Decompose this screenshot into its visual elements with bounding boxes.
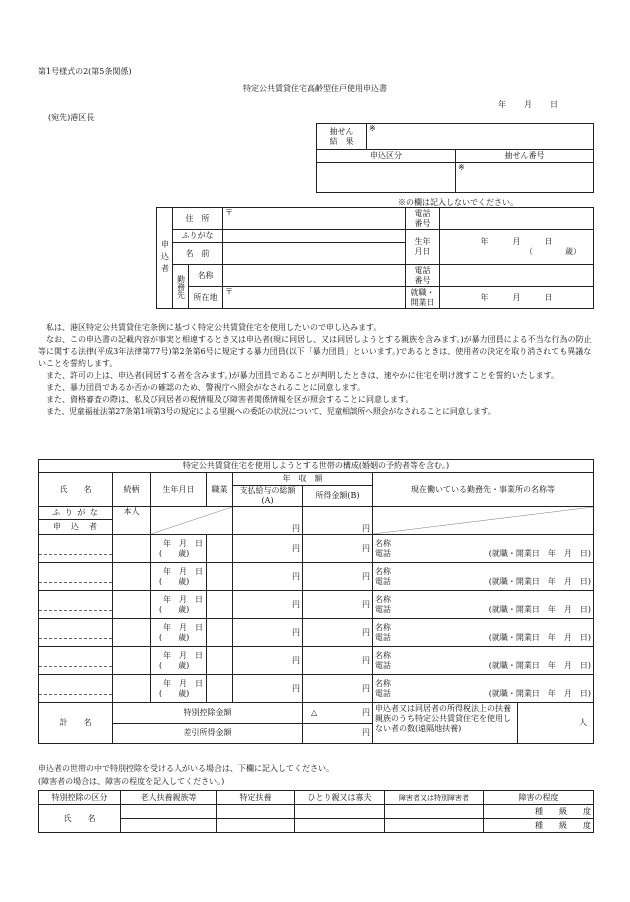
- member-relation[interactable]: [113, 647, 151, 675]
- member-birth-age: ( 歳): [159, 688, 190, 698]
- member-birth[interactable]: [151, 647, 207, 675]
- birth-age: （ 歳）: [525, 247, 581, 256]
- member-income[interactable]: 円: [303, 563, 373, 591]
- paragraph: また、暴力団員であるか否かの確認のため、警視庁へ照会がなされることに同意します。: [46, 383, 366, 392]
- workplace-label: 勤務先: [173, 265, 189, 309]
- date-line: [498, 99, 558, 110]
- degree-field[interactable]: 種 級 度: [484, 819, 594, 833]
- member-relation[interactable]: [113, 591, 151, 619]
- paragraph: また、許可の上は、申込者(同居する者を含みます。)が暴力団員であることが判明したときは、速やかに住宅を明け渡すことを誓約いたします。: [46, 371, 559, 380]
- specific-field[interactable]: [217, 805, 295, 819]
- net-income-field[interactable]: 円: [303, 723, 373, 744]
- member-furigana-field[interactable]: [39, 683, 112, 695]
- relation-self: 本人: [113, 507, 151, 535]
- member-income[interactable]: 円: [303, 591, 373, 619]
- member-job[interactable]: [207, 647, 233, 675]
- col-birth: 生年月日: [151, 473, 207, 507]
- household-table: [38, 459, 594, 744]
- lottery-no-field[interactable]: [456, 163, 594, 193]
- member-birth-age: ( 歳): [159, 604, 190, 614]
- member-wp-name: 名称: [375, 538, 391, 548]
- member-row: [39, 563, 594, 591]
- col-job: 職業: [207, 473, 233, 507]
- footer-note-1: 申込者の世帯の中で特別控除を受ける人がいる場合は、下欄に記入してください。: [38, 764, 334, 773]
- col-salary: 支払給与の総額 (A): [233, 486, 303, 507]
- col-single: ひとり親又は寡夫: [295, 791, 385, 805]
- member-income[interactable]: 円: [303, 619, 373, 647]
- special-deduction-label: 特別控除金額: [113, 703, 303, 724]
- declaration-text: [38, 322, 594, 418]
- wp-address-field[interactable]: [223, 287, 406, 309]
- member-job[interactable]: [207, 675, 233, 703]
- date-month: 月: [524, 100, 532, 109]
- date-day: 日: [550, 100, 558, 109]
- wp-phone-field[interactable]: [440, 265, 594, 287]
- member-wp-phone: 電話: [375, 604, 391, 614]
- yen-mark: 円: [362, 707, 370, 717]
- addressee: (宛先)港区長: [48, 113, 95, 122]
- member-birth-ymd: 年 月 日: [163, 678, 203, 688]
- applicant-side-label: 申込者: [157, 208, 173, 309]
- col-workplace: 現在働いている勤務先・事業所の名称等: [373, 473, 594, 507]
- birth-label: 生年 月日: [406, 230, 440, 265]
- birth-field[interactable]: [440, 230, 594, 265]
- member-birth[interactable]: [151, 591, 207, 619]
- furigana-cell: ふ り が な: [39, 507, 113, 520]
- household-caption: 特定公共賃貸住宅を使用しようとする世帯の構成(婚姻の予約者等を含む。): [39, 460, 594, 473]
- phone-label: 電話 番号: [406, 208, 440, 230]
- deduction-name-label: 氏 名: [39, 805, 121, 833]
- member-relation[interactable]: [113, 563, 151, 591]
- col-specific: 特定扶養: [217, 791, 295, 805]
- triangle-mark: △: [311, 707, 318, 717]
- elderly-field[interactable]: [121, 819, 217, 833]
- member-birth-ymd: 年 月 日: [163, 650, 203, 660]
- lottery-result-field[interactable]: [367, 124, 594, 150]
- member-birth-age: ( 歳): [159, 632, 190, 642]
- member-job[interactable]: [207, 591, 233, 619]
- single-field[interactable]: [295, 805, 385, 819]
- member-relation[interactable]: [113, 675, 151, 703]
- member-income[interactable]: 円: [303, 675, 373, 703]
- member-job[interactable]: [207, 535, 233, 563]
- postal-mark-2: 〒: [225, 287, 233, 296]
- applicant-workplace-slash: [373, 507, 594, 535]
- dependents-cell: [373, 703, 594, 744]
- dependents-text: 申込者又は同居者の所得税法上の扶養親族のうち特定公共賃貸住宅を使用しない者の数(遠隔地扶養): [373, 703, 518, 743]
- special-deduction-field[interactable]: [303, 703, 373, 724]
- address-field[interactable]: [223, 208, 406, 230]
- address-label: 住 所: [173, 208, 223, 230]
- col-income-amt: 所得金額(B): [303, 486, 373, 507]
- col-disabled: 障害者又は特別障害者: [385, 791, 484, 805]
- member-wp-name: 名称: [375, 650, 391, 660]
- paragraph: また、児童福祉法第27条第1項第3号の規定による里親への委託の状況について、児童相談所へ照会がなされることに同意します。: [46, 407, 496, 416]
- col-degree: 障害の程度: [484, 791, 594, 805]
- member-wp-phone: 電話: [375, 548, 391, 558]
- member-furigana-field[interactable]: [39, 571, 112, 583]
- member-workplace[interactable]: [373, 563, 594, 591]
- member-wp-name: 名称: [375, 566, 391, 576]
- member-name-cell[interactable]: [39, 591, 113, 619]
- net-income-label: 差引所得金額: [113, 723, 303, 744]
- col-relation: 続柄: [113, 473, 151, 507]
- specific-field[interactable]: [217, 819, 295, 833]
- member-wp-phone: 電話: [375, 688, 391, 698]
- member-birth[interactable]: [151, 563, 207, 591]
- disabled-field[interactable]: [385, 819, 484, 833]
- member-wp-name: 名称: [375, 622, 391, 632]
- category-field[interactable]: [317, 163, 456, 193]
- wp-phone-label: 電話 番号: [406, 265, 440, 287]
- member-workplace[interactable]: [373, 619, 594, 647]
- wp-name-field[interactable]: [223, 265, 406, 287]
- member-wp-date: (就職・開業日 年 月 日): [488, 632, 591, 642]
- member-birth-ymd: 年 月 日: [163, 538, 203, 548]
- member-birth-age: ( 歳): [159, 660, 190, 670]
- furigana-field[interactable]: [223, 230, 406, 243]
- member-birth-ymd: 年 月 日: [163, 622, 203, 632]
- total-label: 計 名: [39, 703, 113, 744]
- member-row: [39, 647, 594, 675]
- office-mark: ※: [369, 124, 376, 133]
- postal-mark: 〒: [225, 208, 233, 217]
- dependents-count[interactable]: 人: [579, 718, 587, 727]
- member-workplace[interactable]: [373, 535, 594, 563]
- lottery-no-label: 抽せん番号: [456, 150, 594, 163]
- member-wp-name: 名称: [375, 594, 391, 604]
- member-furigana-field[interactable]: [39, 627, 112, 639]
- member-birth-age: ( 歳): [159, 548, 190, 558]
- elderly-field[interactable]: [121, 805, 217, 819]
- member-job[interactable]: [207, 563, 233, 591]
- single-field[interactable]: [295, 819, 385, 833]
- birth-ymd: 年 月 日: [480, 237, 553, 246]
- applicant-salary[interactable]: 円: [233, 507, 303, 535]
- wp-name-label: 名称: [189, 265, 223, 287]
- member-salary[interactable]: 円: [233, 563, 303, 591]
- phone-field[interactable]: [440, 208, 594, 230]
- form-title: 特定公共賃貸住宅高齢型住戸使用申込書: [243, 84, 387, 93]
- member-name-cell[interactable]: [39, 563, 113, 591]
- member-workplace[interactable]: [373, 647, 594, 675]
- member-wp-date: (就職・開業日 年 月 日): [488, 660, 591, 670]
- member-wp-phone: 電話: [375, 576, 391, 586]
- member-salary[interactable]: 円: [233, 591, 303, 619]
- disabled-field[interactable]: [385, 805, 484, 819]
- member-workplace[interactable]: [373, 675, 594, 703]
- member-birth-age: ( 歳): [159, 576, 190, 586]
- name-field[interactable]: [223, 243, 406, 265]
- member-salary[interactable]: 円: [233, 675, 303, 703]
- office-note: ※の欄は記入しないでください。: [398, 198, 518, 207]
- member-birth[interactable]: [151, 535, 207, 563]
- col-name: 氏 名: [39, 473, 113, 507]
- member-relation[interactable]: [113, 535, 151, 563]
- member-birth[interactable]: [151, 675, 207, 703]
- paragraph: なお、この申込書の記載内容が事実と相違するとき又は申込者(現に同居し、又は同居しようとする親族を含みます。)が暴力団員による不当な行為の防止等に関する法律(平成3年法律第77号)第2条第6号に規定する暴力団員(以下「暴力団員」といいます。)であるときは、使用者の決定を取り消されても異議ないことを誓約します。: [38, 335, 592, 368]
- name-label: 名 前: [173, 243, 223, 265]
- member-wp-name: 名称: [375, 678, 391, 688]
- col-category: 特別控除の区分: [39, 791, 121, 805]
- member-salary[interactable]: 円: [233, 647, 303, 675]
- date-year: 年: [498, 100, 506, 109]
- member-furigana-field[interactable]: [39, 655, 112, 667]
- member-furigana-field[interactable]: [39, 599, 112, 611]
- office-mark-2: ※: [458, 163, 465, 172]
- col-elderly: 老人扶養親族等: [121, 791, 217, 805]
- office-use-table: [316, 123, 594, 193]
- member-workplace[interactable]: [373, 591, 594, 619]
- member-name-cell[interactable]: [39, 647, 113, 675]
- lottery-result-label: 抽せん 結 果: [317, 124, 367, 150]
- member-name-cell[interactable]: [39, 619, 113, 647]
- paragraph: また、資格審査の際は、私及び同居者の税情報及び障害者関係情報を区が照会することに同意します。: [46, 395, 414, 404]
- col-income: 年 収 額: [233, 473, 373, 486]
- member-name-cell[interactable]: [39, 535, 113, 563]
- member-salary[interactable]: 円: [233, 535, 303, 563]
- furigana-label: ふりがな: [173, 230, 223, 243]
- member-row: [39, 619, 594, 647]
- applicant-table: [156, 207, 594, 309]
- member-wp-date: (就職・開業日 年 月 日): [488, 576, 591, 586]
- degree-field[interactable]: 種 級 度: [484, 805, 594, 819]
- member-wp-date: (就職・開業日 年 月 日): [488, 688, 591, 698]
- member-birth[interactable]: [151, 619, 207, 647]
- member-row: [39, 675, 594, 703]
- applicant-birth-slash: [151, 507, 233, 535]
- member-income[interactable]: 円: [303, 647, 373, 675]
- deduction-table: [38, 790, 594, 833]
- member-income[interactable]: 円: [303, 535, 373, 563]
- member-wp-phone: 電話: [375, 632, 391, 642]
- paragraph: 私は、港区特定公共賃貸住宅条例に基づく特定公共賃貸住宅を使用したいので申し込みます。: [46, 323, 382, 332]
- member-wp-phone: 電話: [375, 660, 391, 670]
- applicant-cell: 申 込 者: [39, 520, 113, 535]
- member-wp-date: (就職・開業日 年 月 日): [488, 548, 591, 558]
- member-job[interactable]: [207, 619, 233, 647]
- wp-address-label: 所在地: [189, 287, 223, 309]
- member-birth-ymd: 年 月 日: [163, 566, 203, 576]
- applicant-income[interactable]: 円: [303, 507, 373, 535]
- member-birth-ymd: 年 月 日: [163, 594, 203, 604]
- member-relation[interactable]: [113, 619, 151, 647]
- member-name-cell[interactable]: [39, 675, 113, 703]
- member-row: [39, 591, 594, 619]
- member-wp-date: (就職・開業日 年 月 日): [488, 604, 591, 614]
- footer-note-2: (障害者の場合は、障害の程度を記入してください。): [38, 777, 225, 786]
- form-number: 第1号様式の2(第5条関係): [38, 67, 132, 76]
- employment-label: 就職・ 開業日: [406, 287, 440, 309]
- member-salary[interactable]: 円: [233, 619, 303, 647]
- member-furigana-field[interactable]: [39, 543, 112, 555]
- employment-field[interactable]: 年 月 日: [440, 287, 594, 309]
- category-label: 申込区分: [317, 150, 456, 163]
- member-row: [39, 535, 594, 563]
